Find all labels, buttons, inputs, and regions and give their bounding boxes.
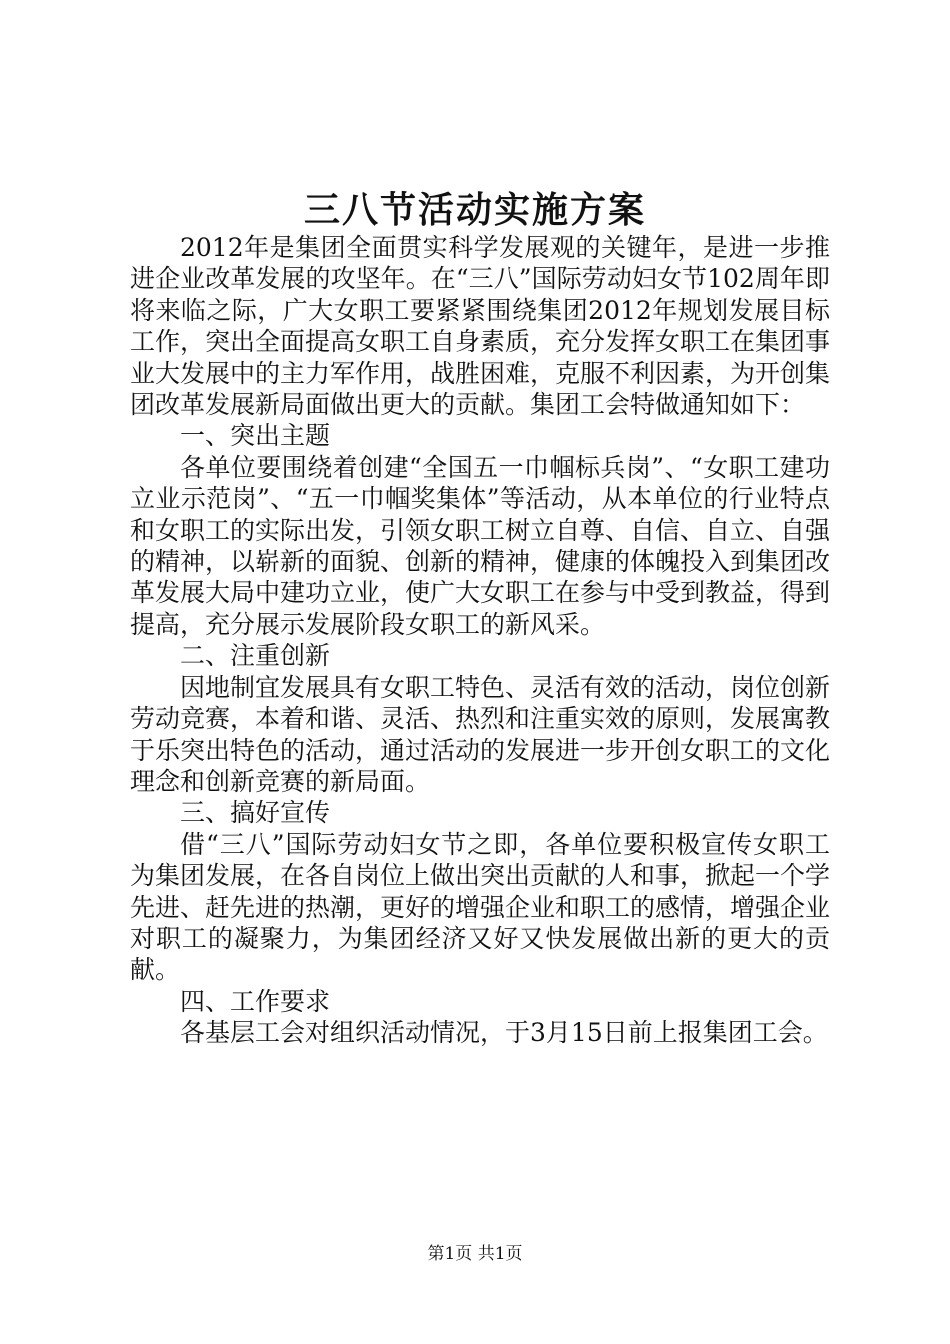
paragraph-section-2: 因地制宜发展具有女职工特色、灵活有效的活动，岗位创新劳动竞赛，本着和谐、灵活、热烈和注重实效的原则，发展寓教于乐突出特色的活动，通过活动的发展进一步开创女职工的文化理念和创新竞赛的新局面。 <box>130 672 831 796</box>
paragraph-intro: 2012年是集团全面贯实科学发展观的关键年，是进一步推进企业改革发展的攻坚年。在“三八”国际劳动妇女节102周年即将来临之际，广大女职工要紧紧围绕集团2012年规划发展目标工作，突出全面提高女职工自身素质，充分发挥女职工在集团事业大发展中的主力军作用，战胜困难，克服不利因素，为开创集团改革发展新局面做出更大的贡献。集团工会特做通知如下： <box>130 233 831 420</box>
section-heading-3: 三、搞好宣传 <box>180 798 331 828</box>
section-heading-1: 一、突出主题 <box>180 421 331 451</box>
document-body <box>130 232 830 1049</box>
section-heading-4: 四、工作要求 <box>180 986 331 1016</box>
page-footer: 第1页 共1页 <box>427 1244 523 1264</box>
document-title: 三八节活动实施方案 <box>303 189 646 231</box>
section-heading-2: 二、注重创新 <box>180 641 331 671</box>
paragraph-section-3: 借“三八”国际劳动妇女节之即，各单位要积极宣传女职工为集团发展，在各自岗位上做出突出贡献的人和事，掀起一个学先进、赶先进的热潮，更好的增强企业和职工的感情，增强企业对职工的凝聚力，为集团经济又好又快发展做出新的更大的贡献。 <box>130 829 831 985</box>
paragraph-section-1: 各单位要围绕着创建“全国五一巾帼标兵岗”、“女职工建功立业示范岗”、“五一巾帼奖集体”等活动，从本单位的行业特点和女职工的实际出发，引领女职工树立自尊、自信、自立、自强的精神，以崭新的面貌、创新的精神，健康的体魄投入到集团改革发展大局中建功立业，使广大女职工在参与中受到教益，得到提高，充分展示发展阶段女职工的新风采。 <box>130 452 831 639</box>
paragraph-section-4: 各基层工会对组织活动情况，于3月15日前上报集团工会。 <box>180 1018 828 1048</box>
